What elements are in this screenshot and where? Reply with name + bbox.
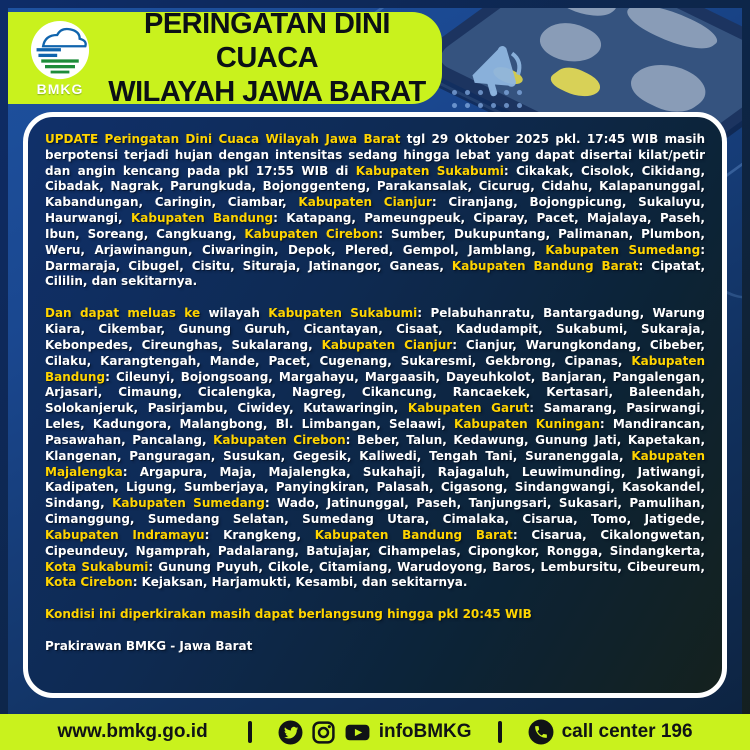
page-title [106, 8, 442, 109]
call-center-group [528, 719, 693, 745]
call-center-label: call center 196 [561, 721, 693, 742]
warning-text [45, 132, 705, 655]
instagram-icon[interactable] [311, 720, 336, 745]
warning-paragraph: UPDATE Peringatan Dini Cuaca Wilayah Jawa Barat tgl 29 Oktober 2025 pkl. 17:45 WIB masih berpotensi terjadi hujan dengan intensitas sedang hingga lebat yang dapat disertai kilat/petir dan angin kencang pada pkl 17:55 WIB di Kabupaten Sukabumi: Cikakak, Cisolok, Cikidang, Cibadak, Nagrak, Parungkuda, Bojonggenteng, Parakansalak, Cicurug, Cidahu, Kalapanunggal, Kabandungan, Caringin, Ciambar, Kabupaten Cianjur: Ciranjang, Bojongpicung, Sukaluyu, Haurwangi, Kabupaten Bandung: Katapang, Pameungpeuk, Ciparay, Pacet, Majalaya, Paseh, Ibun, Soreang, Cangkuang, Kabupaten Cirebon: Sumber, Dukupuntang, Palimanan, Plumbon, Weru, Arjawinangun, Ciwaringin, Depok, Plered, Gempol, Jamblang, Kabupaten Sumedang: Darmaraja, Cibugel, Cisitu, Situraja, Jatinangor, Ganeas, Kabupaten Bandung Barat: Cipatat, Cililin, dan sekitarnya. [45, 132, 706, 289]
poster-background [8, 8, 742, 714]
title-line-1: PERINGATAN DINI CUACA [144, 8, 390, 74]
phone-icon [528, 719, 554, 745]
separator-bar [248, 721, 252, 743]
warning-paragraph: Dan dapat meluas ke wilayah Kabupaten Sukabumi: Pelabuhanratu, Bantargadung, Warung Kiara, Cikembar, Gunung Guruh, Cicantayan, Cisaat, Kadudampit, Sukabumi, Sukaraja, Kebonpedes, Cireunghas, Sukalarang, Kabupaten Cianjur: Cianjur, Warungkondang, Cibeber, Cilaku, Karangtengah, Mande, Pacet, Cugenang, Sukaresmi, Gekbrong, Cipanas, Kabupaten Bandung: Cileunyi, Bojongsoang, Margahayu, Margaasih, Dayeuhkolot, Banjaran, Pangalengan, Arjasari, Cimaung, Cicalengka, Nagreg, Cikancung, Rancaekek, Kertasari, Baleendah, Solokanjeruk, Pasirjambu, Ciwidey, Kutawaringin, Kabupaten Garut: Samarang, Pasirwangi, Leles, Kadungora, Malangbong, Bl. Limbangan, Selaawi, Kabupaten Kuningan: Mandirancan, Pasawahan, Pancalang, Kabupaten Cirebon: Beber, Talun, Kedawung, Gunung Jati, Kapetakan, Klangenan, Panguragan, Susukan, Gegesik, Kaliwedi, Tengah Tani, Suranenggala, Kabupaten Majalengka: Argapura, Maja, Majalengka, Sukahaji, Rajagaluh, Leuwimunding, Jatiwangi, Kadipaten, Ligung, Sumberjaya, Panyingkiran, Palasah, Cigasong, Sindangwangi, Kasokandel, Sindang, Kabupaten Sumedang: Wado, Jatinunggal, Paseh, Tanjungsari, Sukasari, Pamulihan, Cimanggung, Sumedang Selatan, Sumedang Utara, Cimalaka, Cisarua, Tomo, Jatigede, Kabupaten Indramayu: Krangkeng, Kabupaten Bandung Barat: Cisarua, Cikalongwetan, Cipeundeuy, Ngamprah, Padalarang, Batujajar, Cihampelas, Cipongkor, Rongga, Sindangkerta, Kota Sukabumi: Gunung Puyuh, Cikole, Citamiang, Warudoyong, Baros, Lembursitu, Cibeureum, Kota Cirebon: Kejaksan, Harjamukti, Kesambi, dan sekitarnya. [45, 306, 706, 590]
footer-bar [0, 714, 750, 750]
bmkg-logo-icon [30, 20, 90, 80]
title-line-2: WILAYAH JAWA BARAT [108, 76, 426, 108]
bmkg-logo [14, 20, 106, 97]
separator-bar [498, 721, 502, 743]
website-link[interactable]: www.bmkg.go.id [57, 721, 208, 742]
social-group [278, 720, 472, 745]
warning-paragraph: Prakirawan BMKG - Jawa Barat [45, 639, 253, 654]
header-band [8, 8, 442, 108]
social-handle: infoBMKG [378, 721, 472, 742]
bmkg-logo-text: BMKG [36, 80, 84, 97]
warning-content-box [23, 112, 727, 698]
youtube-icon[interactable] [344, 720, 371, 745]
twitter-icon[interactable] [278, 720, 303, 745]
warning-paragraph: Kondisi ini diperkirakan masih dapat berlangsung hingga pkl 20:45 WIB [45, 607, 532, 622]
